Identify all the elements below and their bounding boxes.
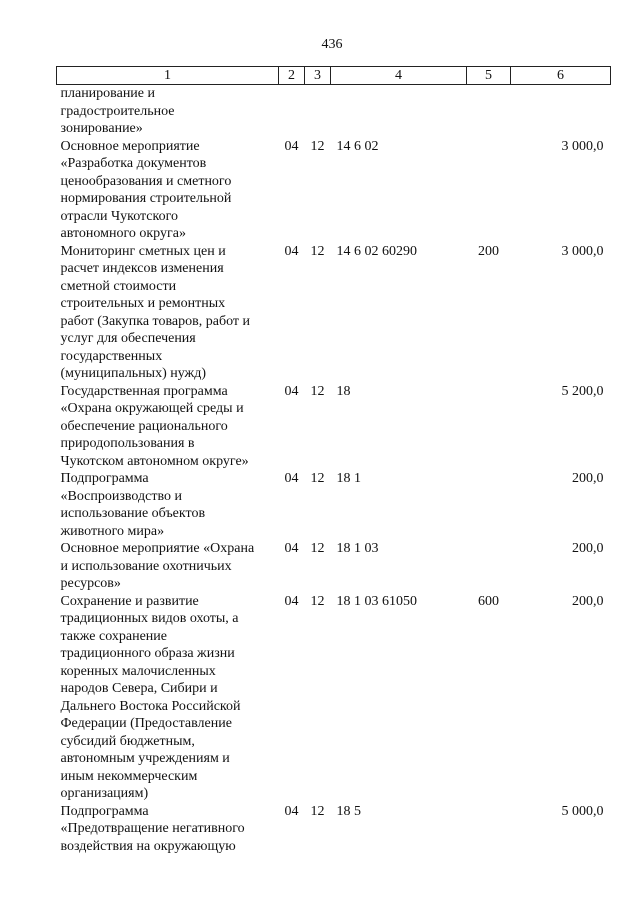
- row-name-cell: [57, 243, 279, 383]
- section-code-cell: 04: [284, 471, 299, 486]
- row-name-line: Дальнего Востока Российской: [60, 698, 241, 714]
- target-article-cell: 18 5: [336, 803, 361, 819]
- row-name-line: коренных малочисленных: [60, 663, 216, 679]
- row-name-cell: [57, 593, 279, 803]
- row-name-line: ресурсов»: [60, 576, 121, 591]
- table-row: [57, 470, 611, 540]
- column-header-1: 1: [57, 67, 279, 85]
- row-name-line: также сохранение: [60, 628, 167, 644]
- table-header-row: [57, 67, 611, 85]
- row-name-cell: [57, 138, 279, 243]
- row-name-line: обеспечение рационального: [60, 418, 228, 434]
- subsection-code-cell: 12: [310, 541, 325, 556]
- row-name-cell: [57, 540, 279, 593]
- table-row: [57, 593, 611, 803]
- row-name-line: Подпрограмма: [60, 803, 149, 819]
- row-name-line: планирование и: [60, 86, 156, 101]
- row-name-line: государственных: [60, 348, 163, 364]
- column-header-4: 4: [331, 67, 467, 85]
- row-name-cell: [57, 85, 279, 138]
- table-row: [57, 85, 611, 138]
- expense-type-cell: [467, 138, 511, 243]
- amount-cell: [511, 85, 611, 138]
- row-name-line: субсидий бюджетным,: [60, 733, 195, 749]
- row-name-line: расчет индексов изменения: [60, 261, 224, 276]
- amount-cell: 5 000,0: [561, 803, 604, 819]
- table-row: [57, 540, 611, 593]
- row-name-line: традиционного образа жизни: [60, 646, 235, 661]
- section-code-cell: [279, 85, 305, 138]
- row-name-line: и использование охотничьих: [60, 558, 232, 574]
- row-name-line: автономным учреждениям и: [60, 751, 230, 766]
- section-code-cell: 04: [284, 138, 299, 154]
- column-header-2: 2: [279, 67, 305, 85]
- row-name-line: (муниципальных) нужд): [60, 366, 207, 381]
- section-code-cell: 04: [284, 541, 299, 556]
- amount-cell: 5 200,0: [561, 383, 604, 399]
- row-name-cell: [57, 470, 279, 540]
- row-name-line: Федерации (Предоставление: [60, 716, 232, 731]
- row-name-line: строительных и ремонтных: [60, 296, 226, 311]
- expense-type-cell: 600: [478, 593, 499, 609]
- target-article-cell: 18 1 03: [336, 541, 379, 556]
- row-name-line: сметной стоимости: [60, 278, 177, 294]
- row-name-cell: [57, 383, 279, 471]
- amount-cell: 200,0: [572, 541, 604, 556]
- row-name-line: традиционных видов охоты, а: [60, 611, 239, 626]
- row-name-line: природопользования в: [60, 436, 195, 451]
- row-name-line: градостроительное: [60, 103, 175, 119]
- amount-cell: 200,0: [572, 593, 604, 609]
- subsection-code-cell: 12: [310, 471, 325, 486]
- row-name-line: организациям): [60, 786, 149, 801]
- amount-cell: 3 000,0: [561, 243, 604, 259]
- row-name-cell: [57, 803, 279, 856]
- row-name-line: Государственная программа: [60, 383, 228, 399]
- row-name-line: услуг для обеспечения: [60, 331, 196, 346]
- row-name-line: «Разработка документов: [60, 156, 207, 171]
- row-name-line: Сохранение и развитие: [60, 593, 199, 609]
- subsection-code-cell: 12: [310, 803, 325, 819]
- column-header-6: 6: [511, 67, 611, 85]
- row-name-line: отрасли Чукотского: [60, 208, 179, 224]
- column-header-3: 3: [305, 67, 331, 85]
- subsection-code-cell: 12: [310, 138, 325, 154]
- expense-type-cell: [467, 540, 511, 593]
- amount-cell: 200,0: [572, 471, 604, 486]
- table-row: [57, 803, 611, 856]
- column-header-5: 5: [467, 67, 511, 85]
- row-name-line: Чукотском автономном округе»: [60, 453, 249, 469]
- row-name-line: воздействия на окружающую: [60, 838, 236, 854]
- expense-type-cell: 200: [478, 243, 499, 259]
- row-name-line: «Предотвращение негативного: [60, 821, 245, 836]
- expense-type-cell: [467, 383, 511, 471]
- row-name-line: народов Севера, Сибири и: [60, 681, 218, 696]
- section-code-cell: 04: [284, 593, 299, 609]
- subsection-code-cell: 12: [310, 243, 325, 259]
- table-row: [57, 383, 611, 471]
- target-article-cell: 18 1: [336, 471, 361, 486]
- section-code-cell: 04: [284, 383, 299, 399]
- row-name-line: Мониторинг сметных цен и: [60, 243, 226, 259]
- target-article-cell: 14 6 02: [336, 138, 379, 154]
- target-article-cell: 18 1 03 61050: [336, 593, 417, 609]
- table-row: [57, 243, 611, 383]
- table-row: [57, 138, 611, 243]
- target-article-cell: 14 6 02 60290: [336, 243, 417, 259]
- row-name-line: нормирования строительной: [60, 191, 232, 206]
- row-name-line: автономного округа»: [60, 226, 186, 241]
- subsection-code-cell: [305, 85, 331, 138]
- budget-table: [56, 66, 611, 855]
- row-name-line: иным некоммерческим: [60, 768, 198, 784]
- row-name-line: «Охрана окружающей среды и: [60, 401, 244, 416]
- amount-cell: 3 000,0: [561, 138, 604, 154]
- row-name-line: использование объектов: [60, 506, 206, 521]
- row-name-line: ценообразования и сметного: [60, 173, 232, 189]
- expense-type-cell: [467, 470, 511, 540]
- target-article-cell: 18: [336, 383, 351, 399]
- expense-type-cell: [467, 85, 511, 138]
- row-name-line: зонирование»: [60, 121, 143, 136]
- row-name-line: животного мира»: [60, 523, 165, 539]
- table-body: [57, 85, 611, 856]
- section-code-cell: 04: [284, 803, 299, 819]
- page-number: 436: [321, 37, 343, 52]
- subsection-code-cell: 12: [310, 593, 325, 609]
- row-name-line: «Воспроизводство и: [60, 488, 182, 504]
- section-code-cell: 04: [284, 243, 299, 259]
- row-name-line: Основное мероприятие: [60, 138, 200, 154]
- row-name-line: работ (Закупка товаров, работ и: [60, 313, 251, 329]
- expense-type-cell: [467, 803, 511, 856]
- row-name-line: Подпрограмма: [60, 471, 149, 486]
- row-name-line: Основное мероприятие «Охрана: [60, 541, 255, 556]
- target-article-cell: [331, 85, 467, 138]
- subsection-code-cell: 12: [310, 383, 325, 399]
